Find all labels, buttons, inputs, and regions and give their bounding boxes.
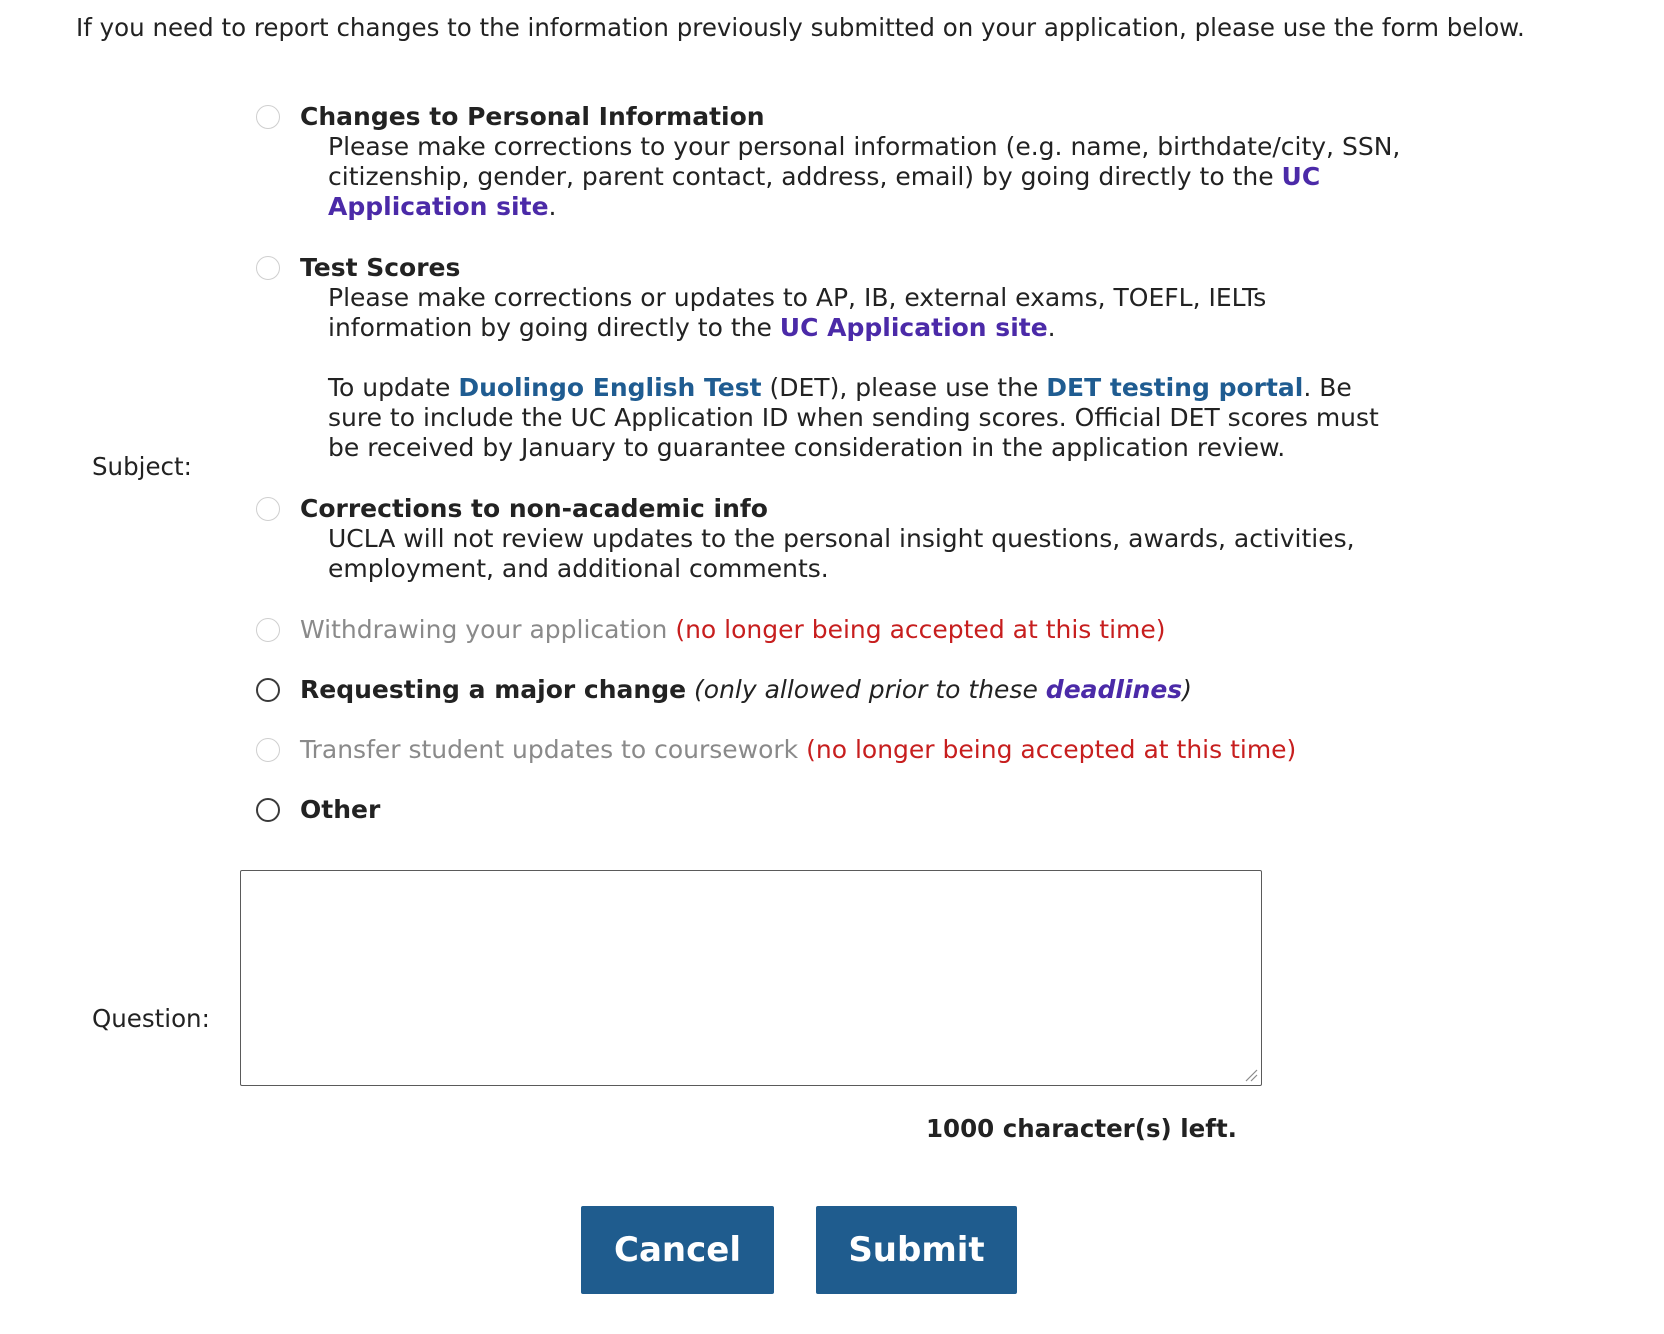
duolingo-english-test-link[interactable]: Duolingo English Test xyxy=(458,373,762,402)
option-withdraw-title xyxy=(300,615,1166,645)
option-personal-info-title: Changes to Personal Information xyxy=(300,102,765,131)
det-testing-portal-link[interactable]: DET testing portal xyxy=(1046,373,1304,402)
intro-text: If you need to report changes to the information previously submitted on your application, please use the form below. xyxy=(76,13,1525,42)
option-withdraw-note: (no longer being accepted at this time) xyxy=(675,615,1166,644)
option-personal-info-description xyxy=(328,132,1408,222)
option-non-academic-description: UCLA will not review updates to the personal insight questions, awards, activities, employment, and additional comments. xyxy=(328,524,1355,583)
det-description xyxy=(328,373,1408,463)
option-test-scores-description xyxy=(328,283,1408,343)
major-note-pre: (only allowed prior to these xyxy=(694,675,1046,704)
deadlines-link[interactable]: deadlines xyxy=(1045,675,1183,704)
option-major-change-title xyxy=(300,675,1192,705)
uc-application-site-link-2[interactable]: UC Application site xyxy=(779,313,1048,342)
option-transfer-label: Transfer student updates to coursework xyxy=(300,735,799,764)
question-label: Question: xyxy=(92,1004,210,1033)
radio-major-change[interactable] xyxy=(256,678,280,702)
cancel-button[interactable]: Cancel xyxy=(581,1206,774,1294)
option-test-scores-title: Test Scores xyxy=(300,253,461,282)
option-transfer-note: (no longer being accepted at this time) xyxy=(806,735,1297,764)
option-test-scores-text: Please make corrections or updates to AP, IB, external exams, TOEFL, IELTs information by going directly to the xyxy=(328,283,1267,342)
question-textarea[interactable] xyxy=(240,870,1262,1086)
submit-button[interactable]: Submit xyxy=(816,1206,1017,1294)
option-transfer-title xyxy=(300,735,1296,765)
option-non-academic-title: Corrections to non-academic info xyxy=(300,494,768,523)
option-major-change-label: Requesting a major change xyxy=(300,675,687,704)
det-text-2: (DET), please use the xyxy=(761,373,1047,402)
radio-non-academic[interactable] xyxy=(256,497,280,521)
det-text-1: To update xyxy=(328,373,459,402)
textarea-resize-handle[interactable] xyxy=(1244,1068,1258,1082)
option-personal-info-text: Please make corrections to your personal information (e.g. name, birthdate/city, SSN, citizenship, gender, parent contact, address, email) by going directly to the xyxy=(328,132,1401,191)
option-test-scores-text-end: . xyxy=(1047,313,1056,342)
major-note-post: ) xyxy=(1182,675,1192,704)
option-personal-info-text-end: . xyxy=(548,192,557,221)
det-text-3: . Be sure to include the UC Application ID when sending scores. Official DET scores must be received by January to guarantee consideration in the application review. xyxy=(328,373,1379,462)
radio-test-scores[interactable] xyxy=(256,256,280,280)
character-count: 1000 character(s) left. xyxy=(926,1114,1237,1143)
option-withdraw-label: Withdrawing your application xyxy=(300,615,668,644)
option-major-change-note xyxy=(694,675,1192,704)
radio-transfer xyxy=(256,738,280,762)
option-other-title: Other xyxy=(300,795,381,824)
radio-personal-info[interactable] xyxy=(256,105,280,129)
radio-withdraw xyxy=(256,618,280,642)
uc-application-site-link[interactable]: UC Application site xyxy=(328,162,1321,221)
radio-other[interactable] xyxy=(256,798,280,822)
subject-label: Subject: xyxy=(92,452,192,481)
